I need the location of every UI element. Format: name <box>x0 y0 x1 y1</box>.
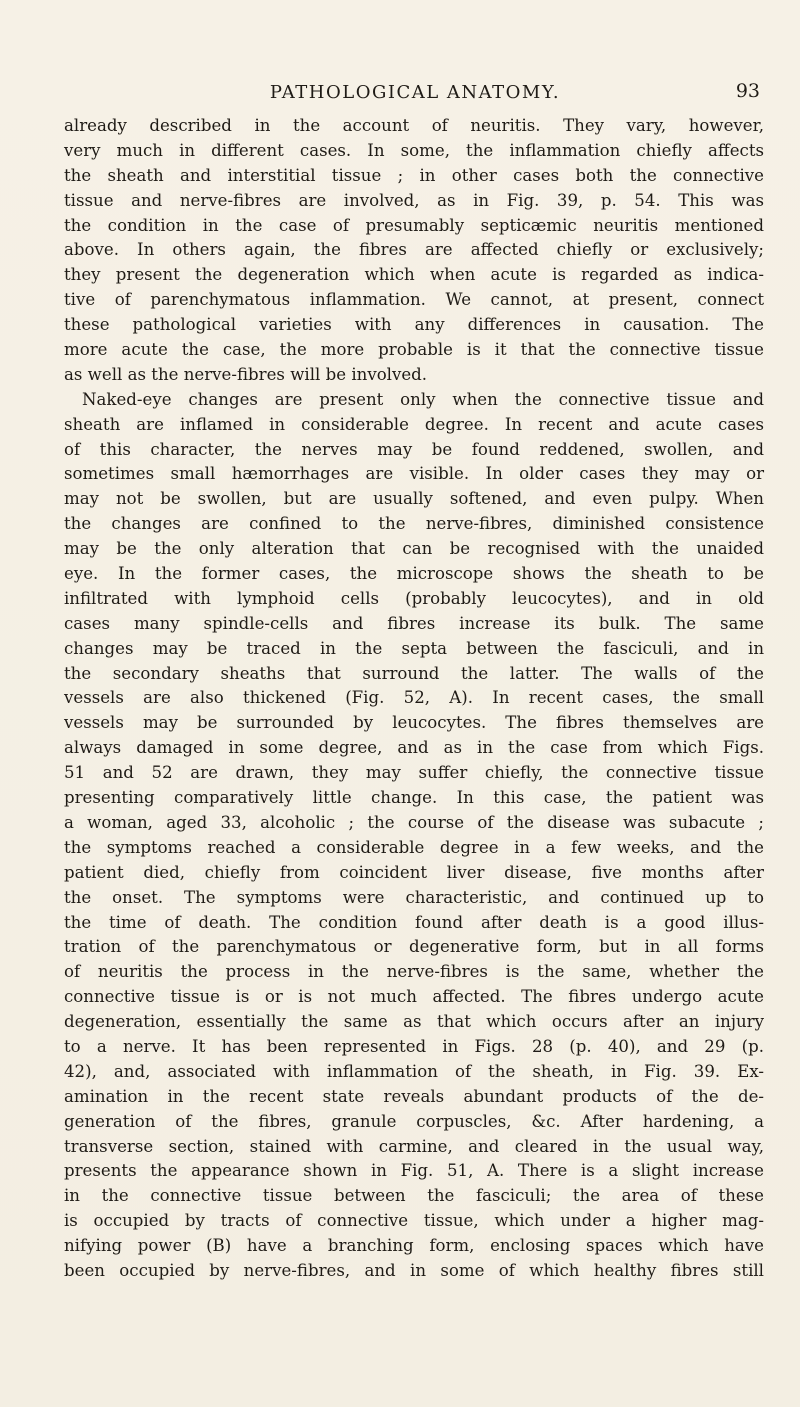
text-line: sometimes small hæmorrhages are visible. In older cases they may or <box>64 464 764 484</box>
text-line: eye. In the former cases, the microscope shows the sheath to be <box>64 564 764 584</box>
text-line: the secondary sheaths that surround the latter. The walls of the <box>64 663 764 683</box>
text-line: changes may be traced in the septa between the fasciculi, and in <box>64 638 764 658</box>
running-title: PATHOLOGICAL ANATOMY. <box>269 82 561 103</box>
text-line: been occupied by nerve-fibres, and in some of which healthy fibres still <box>64 1260 764 1280</box>
text-line: amination in the recent state reveals abundant products of the de- <box>64 1086 764 1106</box>
text-line: above. In others again, the fibres are affected chiefly or exclusively; <box>64 240 764 260</box>
text-line: the symptoms reached a considerable degree in a few weeks, and the <box>64 837 764 857</box>
text-line: as well as the nerve-fibres will be involved. <box>64 364 428 384</box>
text-line: very much in different cases. In some, the inflammation chiefly affects <box>64 140 764 160</box>
text-line: presenting comparatively little change. In this case, the patient was <box>64 788 764 808</box>
text-line: infiltrated with lymphoid cells (probably leucocytes), and in old <box>64 588 764 608</box>
text-line: already described in the account of neuritis. They vary, however, <box>64 116 764 135</box>
text-line: connective tissue is or is not much affected. The fibres undergo acute <box>64 987 764 1007</box>
text-line: to a nerve. It has been represented in Figs. 28 (p. 40), and 29 (p. <box>64 1036 764 1056</box>
text-line: 42), and, associated with inflammation of the sheath, in Fig. 39. Ex- <box>64 1061 764 1081</box>
text-line: generation of the fibres, granule corpuscles, &c. After hardening, a <box>64 1111 764 1131</box>
text-line: the condition in the case of presumably septicæmic neuritis mentioned <box>64 215 764 235</box>
text-line: the changes are confined to the nerve-fibres, diminished consistence <box>64 514 764 534</box>
text-line: these pathological varieties with any differences in causation. The <box>64 315 764 335</box>
text-line: vessels are also thickened (Fig. 52, A). In recent cases, the small <box>64 688 764 708</box>
text-line: tissue and nerve-fibres are involved, as in Fig. 39, p. 54. This was <box>64 190 764 210</box>
text-line: nifying power (B) have a branching form, enclosing spaces which have <box>64 1236 764 1256</box>
page-number: 93 <box>735 80 760 102</box>
body-text <box>64 114 764 1284</box>
text-line: vessels may be surrounded by leucocytes. The fibres themselves are <box>64 713 764 733</box>
text-line: they present the degeneration which when acute is regarded as indica- <box>64 265 764 285</box>
text-line: tive of parenchymatous inflammation. We cannot, at present, connect <box>64 290 764 310</box>
text-line: is occupied by tracts of connective tissue, which under a higher mag- <box>64 1211 764 1231</box>
text-line: the sheath and interstitial tissue ; in other cases both the connective <box>64 165 764 185</box>
text-line: in the connective tissue between the fasciculi; the area of these <box>64 1186 764 1206</box>
text-line: of this character, the nerves may be found reddened, swollen, and <box>64 439 764 459</box>
text-line: more acute the case, the more probable is it that the connective tissue <box>64 340 764 360</box>
text-line: cases many spindle-cells and fibres increase its bulk. The same <box>64 613 764 633</box>
text-line: 51 and 52 are drawn, they may suffer chiefly, the connective tissue <box>64 763 764 783</box>
text-line: the time of death. The condition found after death is a good illus- <box>64 912 764 932</box>
text-line: always damaged in some degree, and as in the case from which Figs. <box>64 738 764 758</box>
text-line: Naked-eye changes are present only when the connective tissue and <box>82 389 764 409</box>
text-line: may be the only alteration that can be recognised with the unaided <box>64 539 764 559</box>
text-line: a woman, aged 33, alcoholic ; the course of the disease was subacute ; <box>64 812 764 832</box>
text-line: tration of the parenchymatous or degenerative form, but in all forms <box>64 937 764 957</box>
text-line: transverse section, stained with carmine, and cleared in the usual way, <box>64 1136 764 1156</box>
page-header <box>70 76 760 106</box>
text-line: patient died, chiefly from coincident liver disease, five months after <box>64 862 764 882</box>
text-line: of neuritis the process in the nerve-fibres is the same, whether the <box>64 962 764 982</box>
text-line: may not be swollen, but are usually softened, and even pulpy. When <box>64 489 764 509</box>
text-line: presents the appearance shown in Fig. 51, A. There is a slight increase <box>64 1161 764 1181</box>
text-line: degeneration, essentially the same as that which occurs after an injury <box>64 1012 764 1032</box>
text-line: the onset. The symptoms were characteristic, and continued up to <box>64 887 764 907</box>
text-line: sheath are inflamed in considerable degree. In recent and acute cases <box>64 414 764 434</box>
